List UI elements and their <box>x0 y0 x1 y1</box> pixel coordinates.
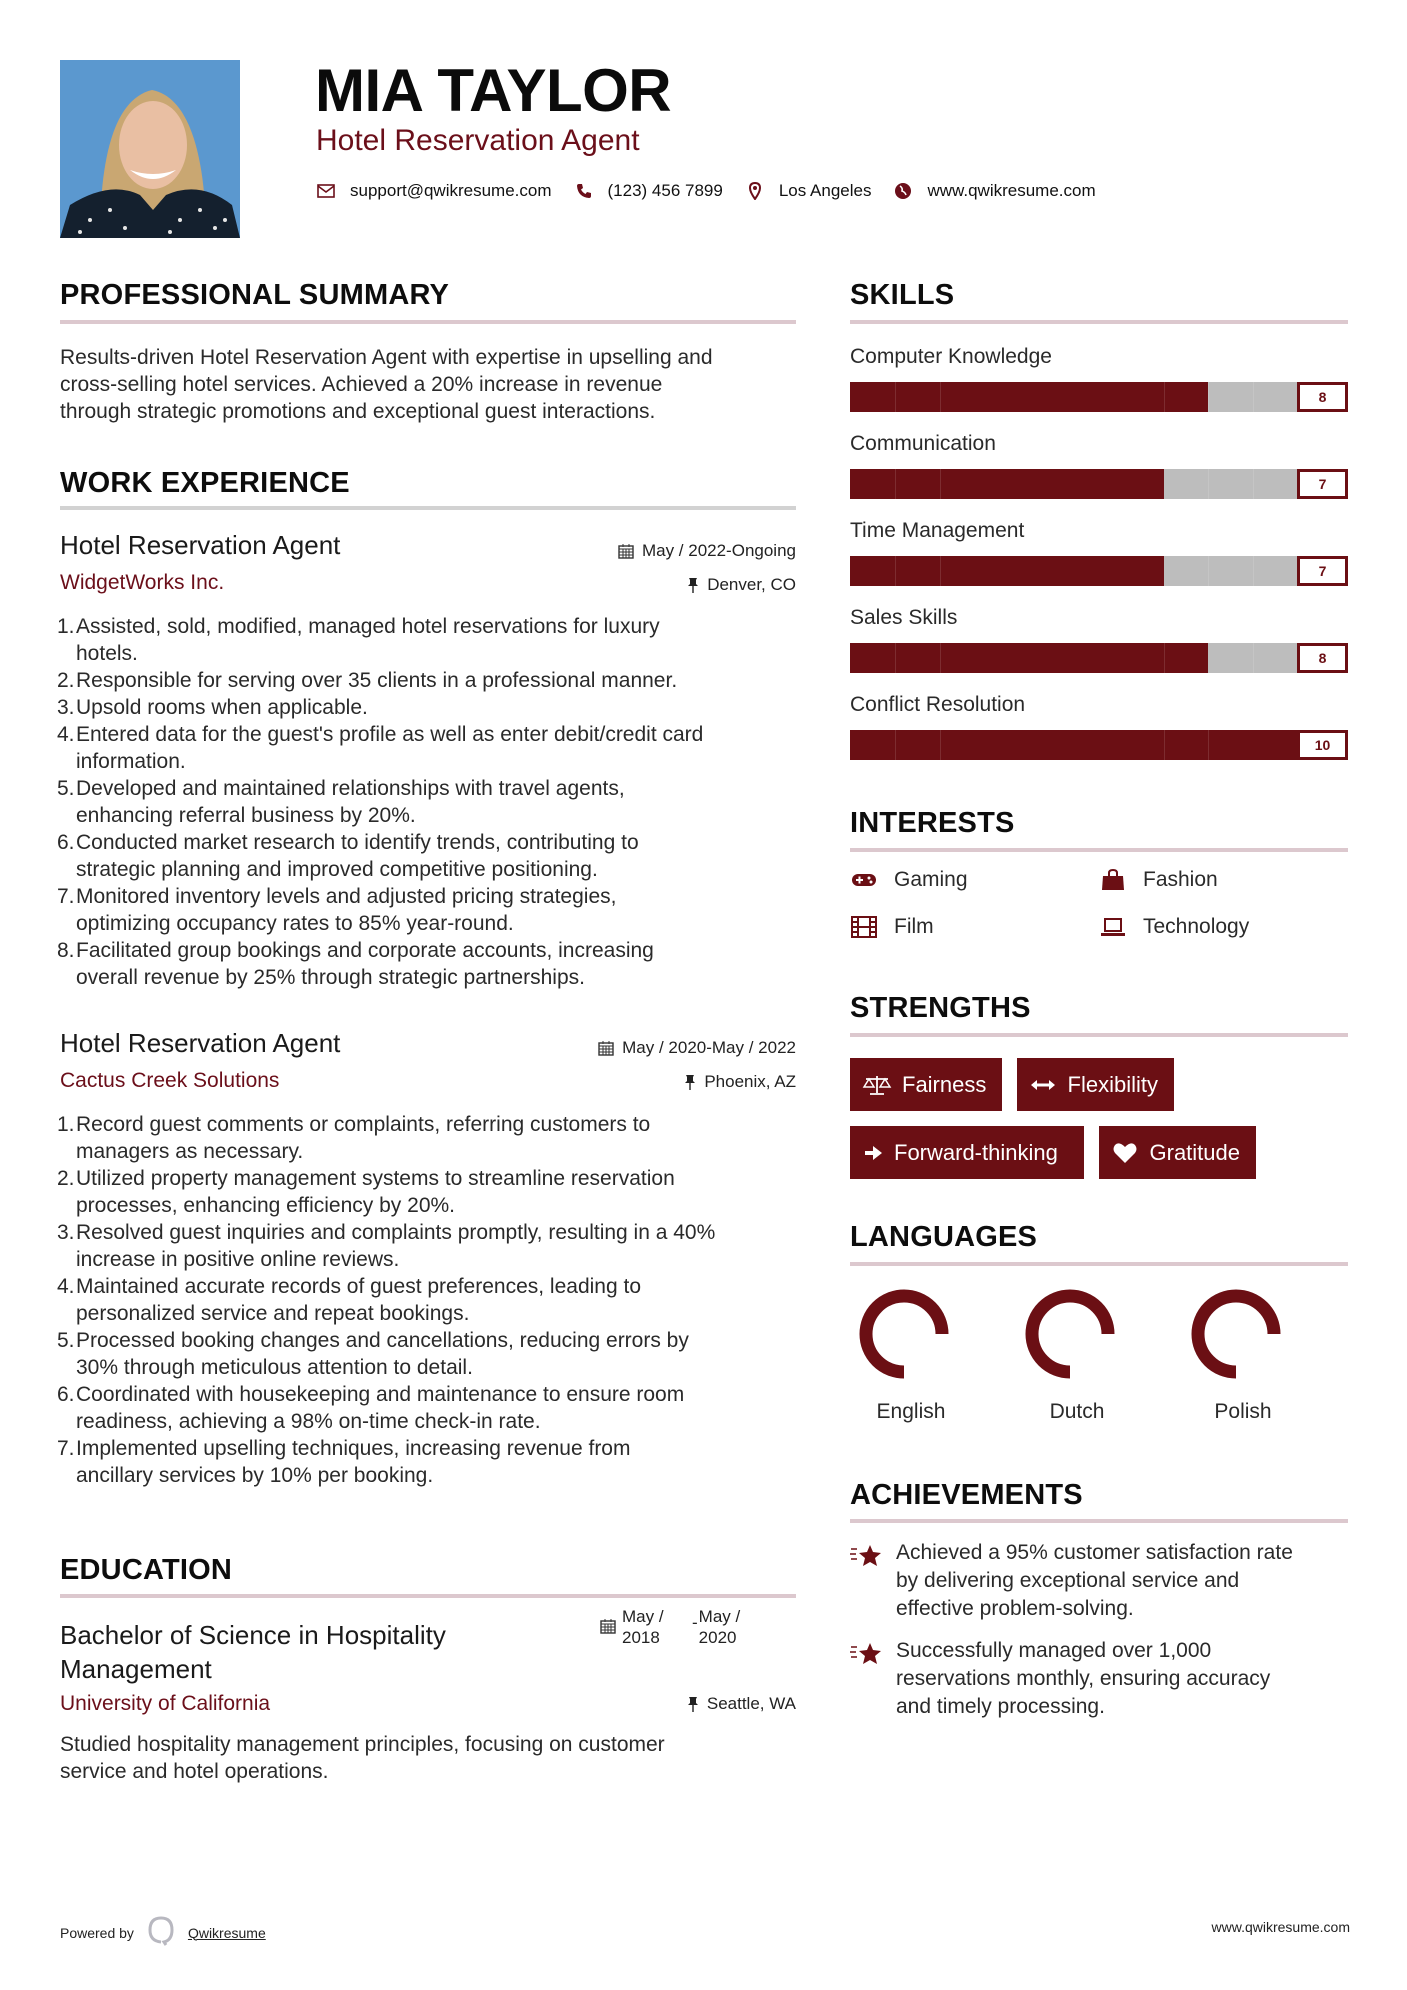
job-dates: May / 2020-May / 2022 <box>598 1037 796 1059</box>
list-item: 7. Monitored inventory levels and adjusted pricing strategies, optimizing occupancy rates to 85% year-round. <box>57 885 617 935</box>
job-bullets <box>57 1111 802 1489</box>
contact-website[interactable]: www.qwikresume.com <box>927 181 1096 200</box>
skills-heading: SKILLS <box>850 279 955 311</box>
skill-value: 7 <box>1297 469 1348 499</box>
calendar-icon <box>618 543 634 559</box>
phone-icon <box>574 181 594 201</box>
achievements-heading: ACHIEVEMENTS <box>850 1479 1083 1511</box>
candidate-title: Hotel Reservation Agent <box>316 124 640 157</box>
job-dates: May / 2022-Ongoing <box>618 540 796 562</box>
heart-icon <box>1111 1141 1140 1165</box>
star-icon <box>850 1539 896 1623</box>
skill-bar <box>850 556 1348 586</box>
skill-bar <box>850 382 1348 412</box>
education-divider <box>60 1594 796 1598</box>
school-name: University of California <box>60 1692 271 1715</box>
experience-heading: WORK EXPERIENCE <box>60 467 350 499</box>
strengths-divider <box>850 1033 1348 1037</box>
footer-website[interactable]: www.qwikresume.com <box>1211 1919 1350 1935</box>
pushpin-icon <box>684 1074 696 1090</box>
contact-email[interactable]: support@qwikresume.com <box>350 181 552 200</box>
company-name: Cactus Creek Solutions <box>60 1069 280 1092</box>
pushpin-icon <box>687 1696 699 1712</box>
strengths-heading: STRENGTHS <box>850 992 1031 1024</box>
list-item: 5. Developed and maintained relationships with travel agents, enhancing referral business by 20%. <box>57 777 625 827</box>
skill-bar-fill <box>850 730 1348 760</box>
profile-photo <box>60 60 240 238</box>
list-item: 8. Facilitated group bookings and corporate accounts, increasing overall revenue by 25% through strategic partnerships. <box>57 939 654 989</box>
job-location: Denver, CO <box>687 574 796 596</box>
interest-item: Fashion <box>1099 868 1218 892</box>
star-icon <box>850 1637 896 1721</box>
skill-bar <box>850 469 1348 499</box>
skill-label: Time Management <box>850 519 1025 542</box>
interests-heading: INTERESTS <box>850 807 1015 839</box>
list-item: 6. Conducted market research to identify trends, contributing to strategic planning and improved competitive positioning. <box>57 831 639 881</box>
interest-item: Technology <box>1099 915 1249 939</box>
skill-bar-fill <box>850 643 1208 673</box>
candidate-name: MIA TAYLOR <box>315 57 672 124</box>
list-item: 6. Coordinated with housekeeping and maintenance to ensure room readiness, achieving a 98% on-time check-in rate. <box>57 1383 685 1433</box>
contact-phone: (123) 456 7899 <box>607 181 723 200</box>
language-ring <box>1024 1288 1116 1385</box>
skills-divider <box>850 320 1348 324</box>
education-description: Studied hospitality management principles, focusing on customer service and hotel operations. <box>60 1733 665 1783</box>
skill-value: 10 <box>1297 730 1348 760</box>
balance-scale-icon <box>862 1073 892 1097</box>
skill-label: Computer Knowledge <box>850 345 1052 368</box>
calendar-icon <box>600 1618 616 1648</box>
skill-label: Conflict Resolution <box>850 693 1026 716</box>
skill-bar-fill <box>850 556 1164 586</box>
language-label: Polish <box>1214 1400 1272 1423</box>
gamepad-icon <box>850 869 878 891</box>
list-item: 4. Maintained accurate records of guest preferences, leading to personalized service and repeat bookings. <box>57 1275 642 1325</box>
experience-divider <box>60 506 796 510</box>
envelope-icon <box>316 181 336 201</box>
skill-bar-fill <box>850 382 1208 412</box>
summary-heading: PROFESSIONAL SUMMARY <box>60 279 450 311</box>
skill-label: Communication <box>850 432 996 455</box>
skill-bar-fill <box>850 469 1164 499</box>
skill-value: 8 <box>1297 643 1348 673</box>
interest-item: Gaming <box>850 868 968 892</box>
strength-chip: Fairness <box>850 1058 1002 1111</box>
degree-title: Bachelor of Science in Hospitality Management <box>60 1620 446 1684</box>
skill-value: 7 <box>1297 556 1348 586</box>
language-label: Dutch <box>1049 1400 1105 1423</box>
language-ring <box>1190 1288 1282 1385</box>
arrows-horizontal-icon <box>1029 1073 1058 1097</box>
list-item: 7. Implemented upselling techniques, increasing revenue from ancillary services by 10% per booking. <box>57 1437 631 1487</box>
skill-label: Sales Skills <box>850 606 958 629</box>
summary-divider <box>60 320 796 324</box>
list-item: 2. Utilized property management systems to streamline reservation processes, enhancing efficiency by 20%. <box>57 1167 675 1217</box>
laptop-icon <box>1099 916 1127 938</box>
list-item: 3. Resolved guest inquiries and complaints promptly, resulting in a 40% increase in positive online reviews. <box>57 1221 716 1271</box>
company-name: WidgetWorks Inc. <box>60 571 225 594</box>
list-item: 3. Upsold rooms when applicable. <box>57 696 368 719</box>
globe-icon <box>893 181 913 201</box>
education-location: Seattle, WA <box>687 1693 796 1715</box>
job-title: Hotel Reservation Agent <box>60 1028 341 1058</box>
qwikresume-link[interactable]: Qwikresume <box>187 1924 266 1941</box>
qwikresume-logo-icon <box>148 1916 174 1949</box>
achievements-divider <box>850 1519 1348 1523</box>
skill-value: 8 <box>1297 382 1348 412</box>
contact-location: Los Angeles <box>778 181 872 200</box>
film-icon <box>850 916 878 938</box>
list-item: 5. Processed booking changes and cancellations, reducing errors by 30% through meticulous attention to detail. <box>57 1329 689 1379</box>
language-ring <box>858 1288 950 1385</box>
skill-bar <box>850 730 1348 760</box>
achievement-item: Achieved a 95% customer satisfaction rate by delivering exceptional service and effective problem-solving. <box>850 1539 1350 1623</box>
strength-chip: Flexibility <box>1017 1058 1174 1111</box>
pushpin-icon <box>687 577 699 593</box>
arrow-right-icon <box>862 1141 884 1165</box>
achievement-item: Successfully managed over 1,000 reservations monthly, ensuring accuracy and timely processing. <box>850 1637 1350 1721</box>
map-marker-icon <box>745 181 765 201</box>
skill-bar <box>850 643 1348 673</box>
language-label: English <box>876 1400 946 1423</box>
languages-divider <box>850 1262 1348 1266</box>
languages-heading: LANGUAGES <box>850 1221 1038 1253</box>
shopping-bag-icon <box>1099 869 1127 891</box>
education-heading: EDUCATION <box>60 1554 233 1586</box>
interest-item: Film <box>850 915 934 939</box>
calendar-icon <box>598 1040 614 1056</box>
interests-divider <box>850 848 1348 852</box>
contact-bar <box>316 178 1118 204</box>
list-item: 2. Responsible for serving over 35 clients in a professional manner. <box>57 669 678 692</box>
strength-chip: Gratitude <box>1099 1126 1256 1179</box>
education-dates: May / 2018 - May / 2020 <box>600 1606 740 1648</box>
list-item: 1. Assisted, sold, modified, managed hotel reservations for luxury hotels. <box>57 615 660 665</box>
strength-chip: Forward-thinking <box>850 1126 1084 1179</box>
job-title: Hotel Reservation Agent <box>60 530 341 560</box>
footer-powered-by: Powered by Qwikresume <box>60 1916 266 1949</box>
summary-text: Results-driven Hotel Reservation Agent with expertise in upselling and cross-selling hotel services. Achieved a 20% increase in revenue through strategic promotions and exceptional guest interactions. <box>60 346 713 423</box>
list-item: 4. Entered data for the guest's profile as well as enter debit/credit card information. <box>57 723 704 773</box>
list-item: 1. Record guest comments or complaints, referring customers to managers as necessary. <box>57 1113 651 1163</box>
job-location: Phoenix, AZ <box>684 1071 796 1093</box>
job-bullets <box>57 613 802 991</box>
